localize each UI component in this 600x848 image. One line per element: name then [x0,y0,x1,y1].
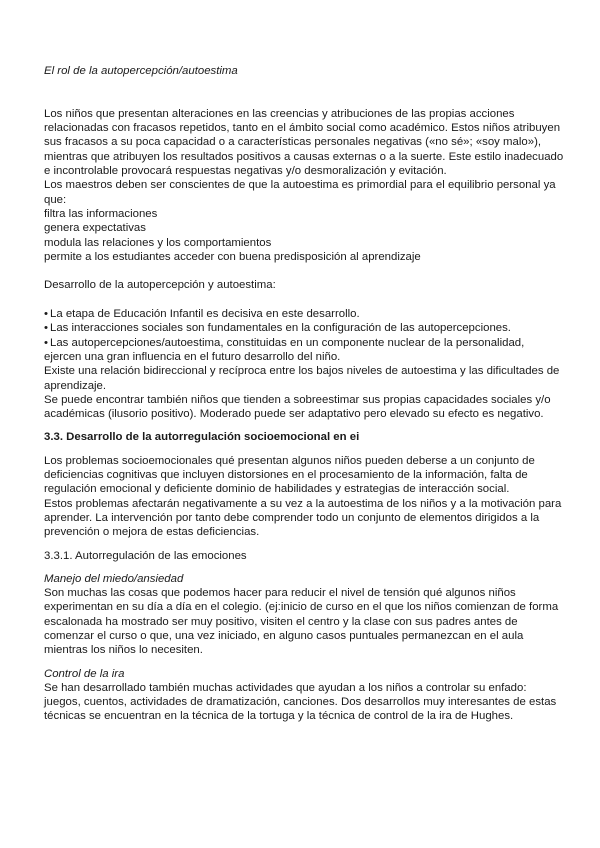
paragraph-socioemotional: Los problemas socioemocionales qué presentan algunos niños pueden deberse a un conjunto de deficiencias cognitivas que incluyen distorsiones en el procesamiento de la información, falta de regulación emocional y deficiente dominio de habilidades y estrategias de interacción social. [44,454,535,496]
subheading-anger: Control de la ira [44,667,125,680]
section-title: El rol de la autopercepción/autoestima [44,65,238,77]
paragraph-fear: Son muchas las cosas que podemos hacer para reducir el nivel de tensión qué algunos niños experimentan en su día a día en el colegio. (ej:inicio de curso en el que los niños comienzan de forma escalonada ha mostrado ser muy positivo, visiten el centro y la clase con sus padres antes de comenzar el curso o que, una vez iniciado, en alguno casos puntuales permanezcan en el aula mientras los niños lo necesiten. [44,587,559,657]
heading-3-3-1: 3.3.1. Autorregulación de las emociones [44,549,247,562]
heading-3-3: 3.3. Desarrollo de la autorregulación socioemocional en ei [44,431,360,444]
bullet-item: • La etapa de Educación Infantil es decisiva en este desarrollo. [44,307,564,321]
document-page [44,64,564,724]
list-item: filtra las informaciones [44,207,158,220]
bullet-item: • Las autopercepciones/autoestima, constituidas en un componente nuclear de la personalidad, ejercen una gran influencia en el futuro desarrollo del niño. [44,336,564,365]
list-item: permite a los estudiantes acceder con buena predisposición al aprendizaje [44,250,421,263]
paragraph-intervention: Estos problemas afectarán negativamente a su vez a la autoestima de los niños y a la motivación para aprender. La intervención por tanto debe comprender todo un conjunto de elementos dirigidos a la prevención o mejora de estas deficiencias. [44,497,562,539]
development-heading: Desarrollo de la autopercepción y autoestima: [44,279,276,292]
list-item: genera expectativas [44,222,146,235]
paragraph-anger: Se han desarrollado también muchas actividades que ayudan a los niños a controlar su enfado: juegos, cuentos, actividades de dramatización, canciones. Dos desarrollos muy interesantes de estas técnicas se encuentran en la técnica de la tortuga y la técnica de control de la ira de Hughes. [44,681,557,723]
bullet-item: • Las interacciones sociales son fundamentales en la configuración de las autopercepciones. [44,321,564,335]
paragraph-bidirectional: Existe una relación bidireccional y recíproca entre los bajos niveles de autoestima y las dificultades de aprendizaje. [44,365,560,392]
paragraph-teachers: Los maestros deben ser conscientes de que la autoestima es primordial para el equilibrio personal ya que: [44,179,556,206]
paragraph-attributions: Los niños que presentan alteraciones en las creencias y atribuciones de las propias acciones relacionadas con fracasos repetidos, tanto en el ámbito social como académico. Estos niños atribuyen sus fracasos a su poca capacidad o a características personales negativas («no sé»; «soy malo»), mientras que atribuyen los resultados positivos a causas externas o a la suerte. Este estilo inadecuado e incontrolable provocará respuestas negativas y/o desmoralización y evitación. [44,107,564,178]
paragraph-overestimate: Se puede encontrar también niños que tienden a sobreestimar sus propias capacidades sociales y/o académicas (ilusorio positivo). Moderado puede ser adaptativo pero elevado su efecto es negativo. [44,393,551,421]
list-item: modula las relaciones y los comportamientos [44,236,272,249]
subheading-fear: Manejo del miedo/ansiedad [44,572,184,585]
